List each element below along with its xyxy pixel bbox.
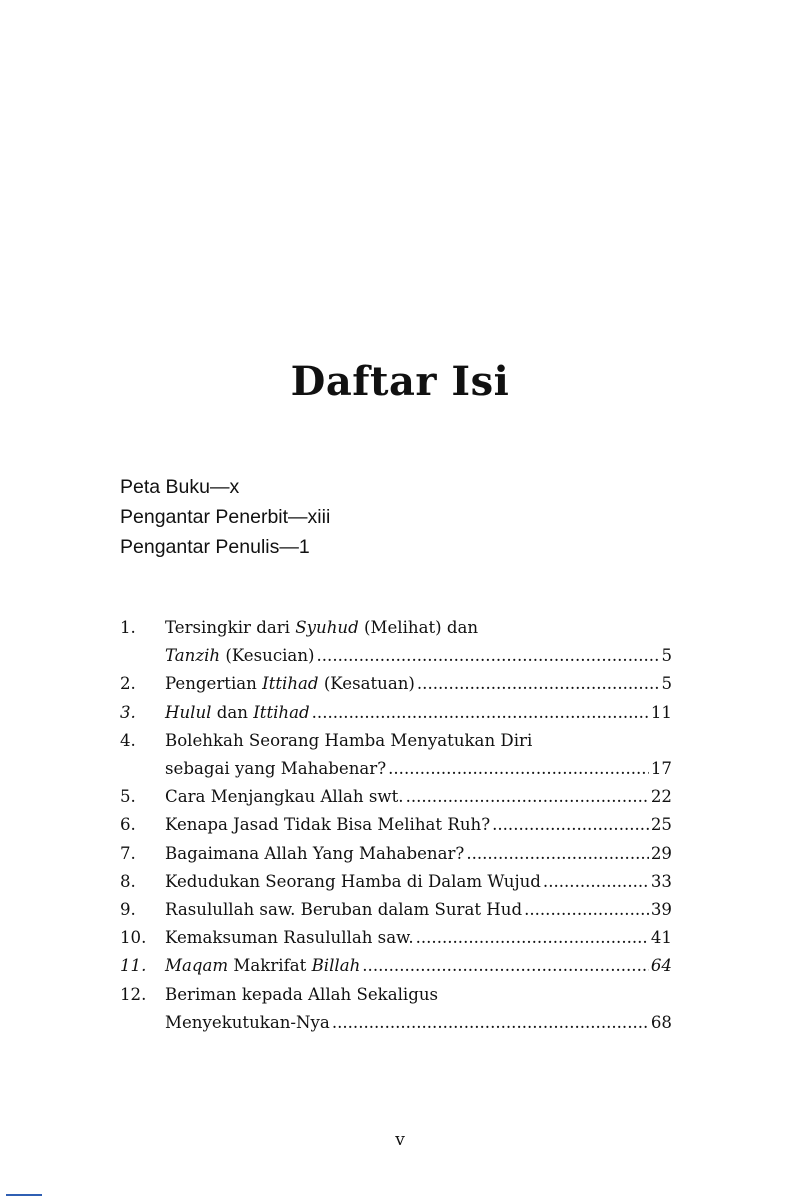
toc-entry: [120, 868, 672, 896]
toc-entry-number: 4.: [120, 730, 136, 750]
front-matter-item: Peta Buku—x: [120, 476, 240, 498]
toc-text-segment: (Kesatuan): [318, 674, 415, 694]
toc-entry: [120, 727, 672, 783]
toc-text-segment: Ittihad: [262, 674, 319, 694]
toc-line: [120, 1009, 672, 1037]
toc-entry-title-continued: [165, 642, 315, 670]
toc-text-segment: Pengertian: [165, 674, 263, 694]
toc-text-segment: sebagai yang Mahabenar?: [165, 759, 387, 779]
dot-leader: [317, 642, 660, 670]
toc-line: [120, 727, 672, 755]
toc-line: [120, 924, 672, 952]
table-of-contents: [120, 614, 672, 1037]
toc-entry-title: [165, 670, 415, 698]
toc-entry-title-continued: [165, 755, 386, 783]
toc-page-number: 25: [650, 815, 672, 835]
toc-text-segment: Syuhud: [295, 618, 359, 637]
toc-text-segment: Kemaksuman Rasulullah saw.: [165, 928, 414, 948]
toc-line: [120, 614, 672, 642]
toc-entry: [120, 811, 672, 839]
page-title: Daftar Isi: [290, 358, 510, 405]
toc-page-number: 11: [650, 702, 672, 722]
dot-leader: [332, 1009, 649, 1037]
toc-text-segment: Menyekutukan-Nya: [165, 1012, 330, 1032]
toc-entry: [120, 981, 672, 1037]
toc-entry-number: 10.: [120, 928, 147, 948]
toc-line: [120, 811, 672, 839]
toc-entry-number: 11.: [120, 956, 147, 976]
toc-entry-number: 7.: [120, 843, 136, 863]
toc-line: [120, 783, 672, 811]
page-number: v: [395, 1130, 405, 1150]
toc-entry: [120, 614, 672, 670]
toc-text-segment: Maqam: [165, 956, 229, 976]
toc-line: [120, 670, 672, 698]
toc-page-number: 33: [650, 871, 672, 891]
toc-entry: [120, 924, 672, 952]
front-matter-list: [120, 472, 330, 562]
toc-entry: [120, 783, 672, 811]
toc-entry-number: 5.: [120, 787, 136, 807]
toc-entry-title-continued: [165, 1009, 330, 1037]
toc-text-segment: (Melihat) dan: [358, 618, 479, 637]
toc-entry-number: 2.: [120, 674, 136, 694]
toc-text-segment: Cara Menjangkau Allah swt.: [165, 787, 404, 807]
toc-page-number: 5: [661, 674, 672, 694]
dot-leader: [362, 952, 649, 980]
toc-entry-title: [165, 924, 414, 952]
toc-text-segment: (Kesucian): [220, 646, 315, 666]
toc-page-number: 41: [650, 928, 672, 948]
dot-leader: [416, 924, 649, 952]
toc-text-segment: Beriman kepada Allah Sekaligus: [165, 984, 439, 1004]
dot-leader: [492, 811, 649, 839]
toc-line: [120, 981, 672, 1009]
toc-entry-title: [165, 783, 404, 811]
toc-entry-title: [165, 868, 541, 896]
toc-entry-number: 1.: [120, 618, 136, 637]
toc-entry-title: [165, 896, 522, 924]
toc-text-segment: Makrifat: [228, 956, 312, 976]
toc-entry-title: [165, 614, 478, 642]
toc-text-segment: Kenapa Jasad Tidak Bisa Melihat Ruh?: [165, 815, 491, 835]
toc-page-number: 29: [650, 843, 672, 863]
toc-entry-title: [165, 727, 532, 755]
toc-page-number: 39: [650, 900, 672, 920]
toc-page-number: 64: [650, 956, 672, 976]
toc-text-segment: Ittihad: [253, 702, 310, 722]
toc-entry: [120, 840, 672, 868]
toc-entry-title: [165, 952, 360, 980]
toc-entry: [120, 952, 672, 980]
toc-entry: [120, 896, 672, 924]
toc-entry-title: [165, 981, 438, 1009]
toc-entry: [120, 699, 672, 727]
toc-entry-number: 12.: [120, 984, 147, 1004]
dot-leader: [524, 896, 649, 924]
toc-page-number: 5: [661, 646, 672, 666]
front-matter-item: Pengantar Penulis—1: [120, 536, 310, 558]
dot-leader: [417, 670, 660, 698]
toc-line: [120, 896, 672, 924]
toc-line: [120, 755, 672, 783]
edge-mark: [6, 1194, 42, 1196]
toc-entry-number: 6.: [120, 815, 136, 835]
toc-page-number: 22: [650, 787, 672, 807]
toc-entry-number: 9.: [120, 900, 136, 920]
toc-text-segment: Tersingkir dari: [165, 618, 296, 637]
toc-entry-number: 8.: [120, 871, 136, 891]
toc-entry-title: [165, 811, 490, 839]
toc-text-segment: Hulul: [165, 702, 212, 722]
toc-text-segment: Kedudukan Seorang Hamba di Dalam Wujud: [165, 871, 541, 891]
toc-text-segment: dan: [211, 702, 254, 722]
toc-entry: [120, 670, 672, 698]
toc-line: [120, 840, 672, 868]
toc-line: [120, 699, 672, 727]
toc-text-segment: Rasulullah saw. Beruban dalam Surat Hud: [165, 900, 523, 920]
toc-page-number: 17: [650, 759, 672, 779]
toc-text-segment: Bagaimana Allah Yang Mahabenar?: [165, 843, 465, 863]
toc-line: [120, 868, 672, 896]
toc-line: [120, 952, 672, 980]
toc-entry-number: 3.: [120, 702, 136, 722]
dot-leader: [406, 783, 649, 811]
toc-line: [120, 642, 672, 670]
front-matter-item: Pengantar Penerbit—xiii: [120, 506, 331, 528]
toc-text-segment: Tanzih: [165, 646, 221, 666]
dot-leader: [543, 868, 649, 896]
toc-entry-title: [165, 840, 464, 868]
dot-leader: [466, 840, 649, 868]
toc-page-number: 68: [650, 1012, 672, 1032]
toc-text-segment: Bolehkah Seorang Hamba Menyatukan Diri: [165, 730, 533, 750]
dot-leader: [312, 699, 649, 727]
toc-text-segment: Billah: [311, 956, 361, 976]
dot-leader: [388, 755, 649, 783]
toc-entry-title: [165, 699, 310, 727]
